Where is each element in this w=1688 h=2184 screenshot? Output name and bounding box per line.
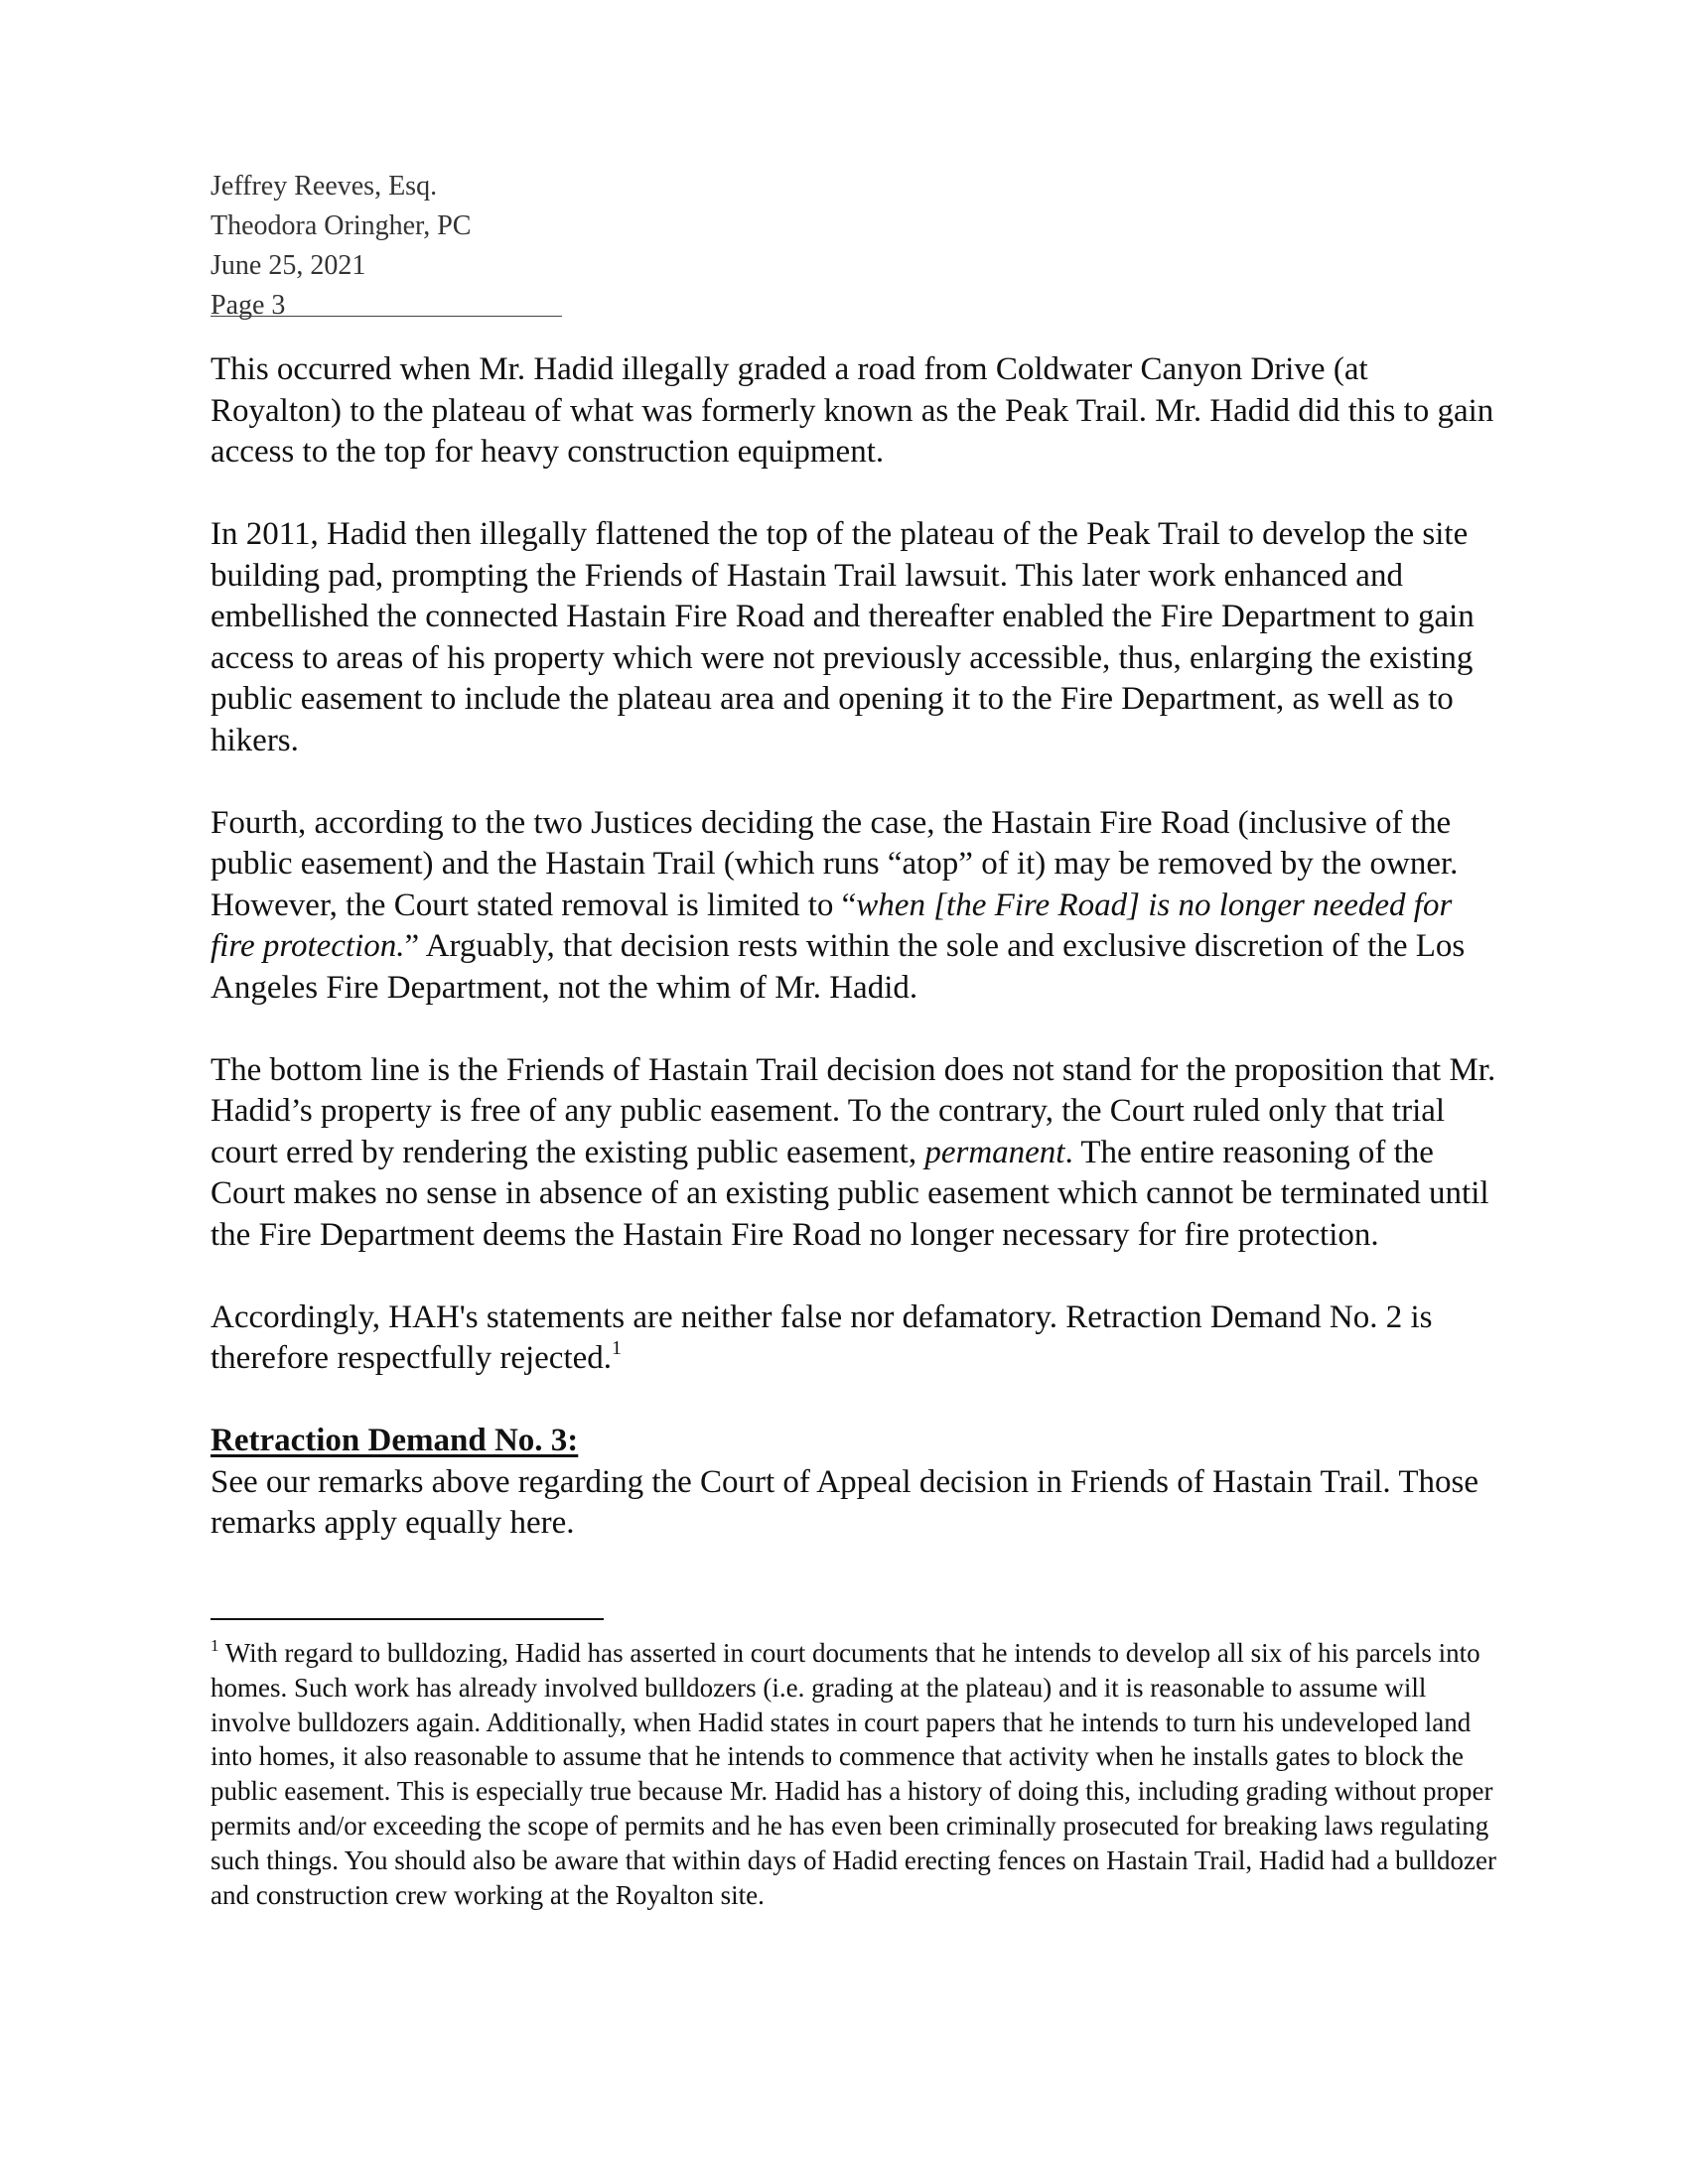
footnote-text: With regard to bulldozing, Hadid has asserted in court documents that he intends to develop all six of his parcels into homes. Such work has already involved bulldozers (i.e. grading at the plateau) and it is reasonable to assume will involve bulldozers again. Additionally, when Hadid states in court papers that he intends to turn his undeveloped land into homes, it also reasonable to assume that he intends to commence that activity when he installs gates to block the public easement. This is especially true because Mr. Hadid has a history of doing this, including grading without proper permits and/or exceeding the scope of permits and he has even been criminally prosecuted for breaking laws regulating such things. You should also be aware that within days of Hadid erecting fences on Hastain Trail, Hadid had a bulldozer and construction crew working at the Royalton site.: [211, 1638, 1496, 1910]
court-quote: when [the Fire Road] is no longer needed for fire protection.: [211, 887, 1453, 964]
footnote-divider: [211, 1618, 604, 1620]
paragraph-plateau-flattening: In 2011, Hadid then illegally flattened the top of the plateau of the Peak Trail to develop the site building pad, prompting the Friends of Hastain Trail lawsuit. This later work enhanced and embellished the connected Hastain Fire Road and thereafter enabled the Fire Department to gain access to areas of his property which were not previously accessible, thus, enlarging the existing public easement to include the plateau area and opening it to the Fire Department, as well as to hikers.: [211, 516, 1475, 758]
paragraph-bottom-line-text-a: The bottom line is the Friends of Hastain Trail decision does not stand for the proposition that Mr. Hadid’s property is free of any public easement. To the contrary, the Court ruled only that trial court erred by rendering the existing public easement,: [211, 1051, 1496, 1170]
section-heading-retraction-demand-3: Retraction Demand No. 3:: [211, 1423, 579, 1458]
paragraph-bottom-line-text-b: . The entire reasoning of the Court makes no sense in absence of an existing public easement which cannot be terminated until the Fire Department deems the Hastain Fire Road no longer necessary for fire protection.: [211, 1134, 1489, 1253]
footnote-reference: 1: [612, 1337, 623, 1359]
paragraph-fourth-text-b: ” Arguably, that decision rests within the sole and exclusive discretion of the Los Angeles Fire Department, not the whim of Mr. Hadid.: [211, 928, 1466, 1006]
paragraph-bottom-line: [211, 1050, 1501, 1257]
paragraph-conclusion-text: Accordingly, HAH's statements are neither false nor defamatory. Retraction Demand No. 2 is therefore respectfully rejected.: [211, 1298, 1433, 1376]
header-page-number: Page 3: [211, 290, 286, 321]
paragraph-retraction-demand-3: See our remarks above regarding the Court of Appeal decision in Friends of Hastain Trail. Those remarks apply equally here.: [211, 1463, 1478, 1541]
paragraph-grading-road: This occurred when Mr. Hadid illegally graded a road from Coldwater Canyon Drive (at Royalton) to the plateau of what was formerly known as the Peak Trail. Mr. Hadid did this to gain access to the top for heavy construction equipment.: [211, 351, 1494, 470]
paragraph-fourth-justices: [211, 803, 1501, 1010]
paragraph-fourth-text-a: Fourth, according to the two Justices deciding the case, the Hastain Fire Road (inclusive of the public easement) and the Hastain Trail (which runs “atop” of it) may be removed by the owner. However, the Court stated removal is limited to “: [211, 804, 1459, 923]
footnote: [211, 1636, 1501, 1912]
header-recipient: Jeffrey Reeves, Esq.: [211, 171, 438, 202]
emphasis-permanent: permanent: [924, 1134, 1065, 1170]
header-divider: [211, 316, 562, 317]
paragraph-conclusion: [211, 1297, 1501, 1380]
header-date: June 25, 2021: [211, 250, 366, 281]
footnote-marker: 1: [211, 1636, 219, 1655]
letter-header: [211, 167, 472, 326]
letter-body: [211, 349, 1501, 1585]
header-firm: Theodora Oringher, PC: [211, 210, 472, 241]
